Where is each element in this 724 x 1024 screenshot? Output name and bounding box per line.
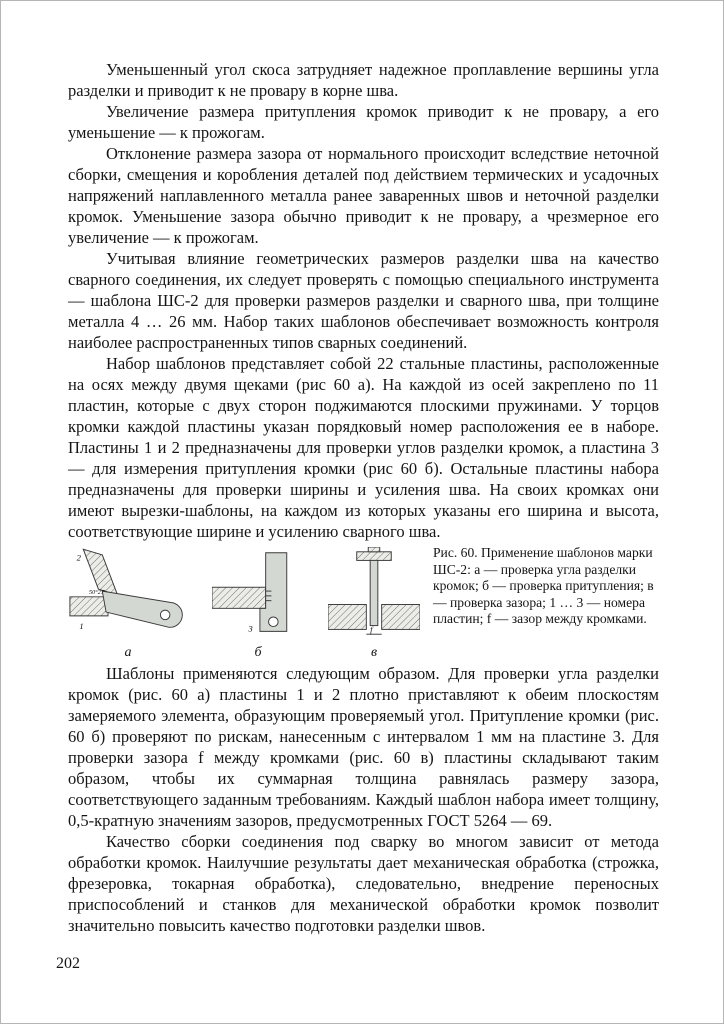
plate-3-label: 3 xyxy=(248,623,253,634)
feeler-plate-stack xyxy=(370,560,378,625)
right-plate xyxy=(382,605,420,630)
figure-v-letter: в xyxy=(370,645,378,660)
gauge-axis-hole xyxy=(160,610,170,620)
page-number: 202 xyxy=(56,955,80,972)
paragraph-1: Уменьшенный угол скоса затрудняет надежное проплавление вершины угла разделки и приводит к не провару в корне шва. xyxy=(68,60,659,100)
clamp-screw xyxy=(368,547,380,552)
figure-a-letter: а xyxy=(124,645,132,660)
angle-value-label: 50°27′ xyxy=(88,588,106,596)
figure-drawing-a xyxy=(68,547,188,661)
paragraph-2: Увеличение размера притупления кромок приводит к не провару, а его уменьшение — к прожогам. xyxy=(68,102,659,142)
paragraph-3: Отклонение размера зазора от нормального происходит вследствие неточной сборки, смещения и коробления деталей под действием термических и усадочных напряжений наплавленного металла ранее заваренных швов и неточной разделки кромок. Уменьшение зазора обычно приводит к не провару, а чрезмерное его увеличение — к прожогам. xyxy=(68,144,659,247)
gauge-axis-hole xyxy=(269,617,279,627)
figure-caption: Рис. 60. Применение шаблонов марки ШС-2: а — проверка угла разделки кромок; б — проверка притупления; в — проверка зазора; 1 … 3 — номера пластин; f — зазор между кромками. xyxy=(433,545,654,627)
paragraph-7: Качество сборки соединения под сварку во многом зависит от метода обработки кромок. Наилучшие результаты дает механическая обработка (строжка, фрезеровка, токарная обработка), следовательно, внедрение переносных приспособлений и станков для механической обработки кромок позволит значительно повысить качество подготовки разделки швов. xyxy=(68,832,659,935)
beveled-plate-lower xyxy=(70,597,108,616)
groove-angle-drawing xyxy=(68,547,188,639)
plate-2-label: 2 xyxy=(76,552,81,563)
paragraph-6: Шаблоны применяются следующим образом. Для проверки угла разделки кромок (рис. 60 а) пластины 1 и 2 плотно приставляют к обеим плоскостям замеряемого элемента, образующим проверяемый угол. Притупление кромки (рис. 60 б) проверяют по рискам, нанесенным с интервалом 1 мм на пластине 3. Для проверки зазора f между кромками (рис. 60 в) пластины складывают таким образом, чтобы их суммарная толщина равнялась размеру зазора, соответствующего заданным требованиям. Каждый шаблон набора имеет толщину, 0,5-кратную значениям зазоров, предусмотренных ГОСТ 5264 — 69. xyxy=(68,664,659,830)
paragraph-4: Учитывая влияние геометрических размеров разделки шва на качество сварного соединения, их следует проверять с помощью специального инструмента — шаблона ШС-2 для проверки размеров разделки и сварного шва, при толщине металла 4 … 26 мм. Набор таких шаблонов обеспечивает возможность контроля наиболее распространенных типов сварных соединений. xyxy=(68,249,659,352)
measured-plate xyxy=(212,587,266,608)
gap-f-label: f xyxy=(370,624,373,635)
text-column xyxy=(68,59,659,936)
figure-60 xyxy=(68,545,659,661)
left-plate xyxy=(328,605,366,630)
figure-drawings xyxy=(68,545,428,661)
plate-1-label: 1 xyxy=(79,621,84,632)
figure-drawing-v xyxy=(328,547,420,661)
paragraph-5: Набор шаблонов представляет собой 22 стальные пластины, расположенные на осях между двумя щеками (рис 60 а). На каждой из осей закреплено по 11 пластин, которые с двух сторон поджимаются плоскими пружинами. У торцов кромки каждой пластины указан порядковый номер расположения ее в наборе. Пластины 1 и 2 предназначены для проверки углов разделки кромок, а пластина 3 — для измерения притупления кромки (рис 60 б). Остальные пластины набора предназначены для проверки ширины и усиления шва. На своих кромках они имеют вырезки-шаблоны, на каждом из которых указаны его ширина и высота, соответствующие ширине и усилению сварного шва. xyxy=(68,354,659,541)
figure-b-letter: б xyxy=(254,645,262,660)
blunt-edge-drawing xyxy=(212,547,304,639)
gap-check-drawing xyxy=(328,547,420,639)
gauge-plate-body xyxy=(102,591,182,627)
figure-drawing-b xyxy=(212,547,304,661)
clamp-bar xyxy=(357,552,392,561)
